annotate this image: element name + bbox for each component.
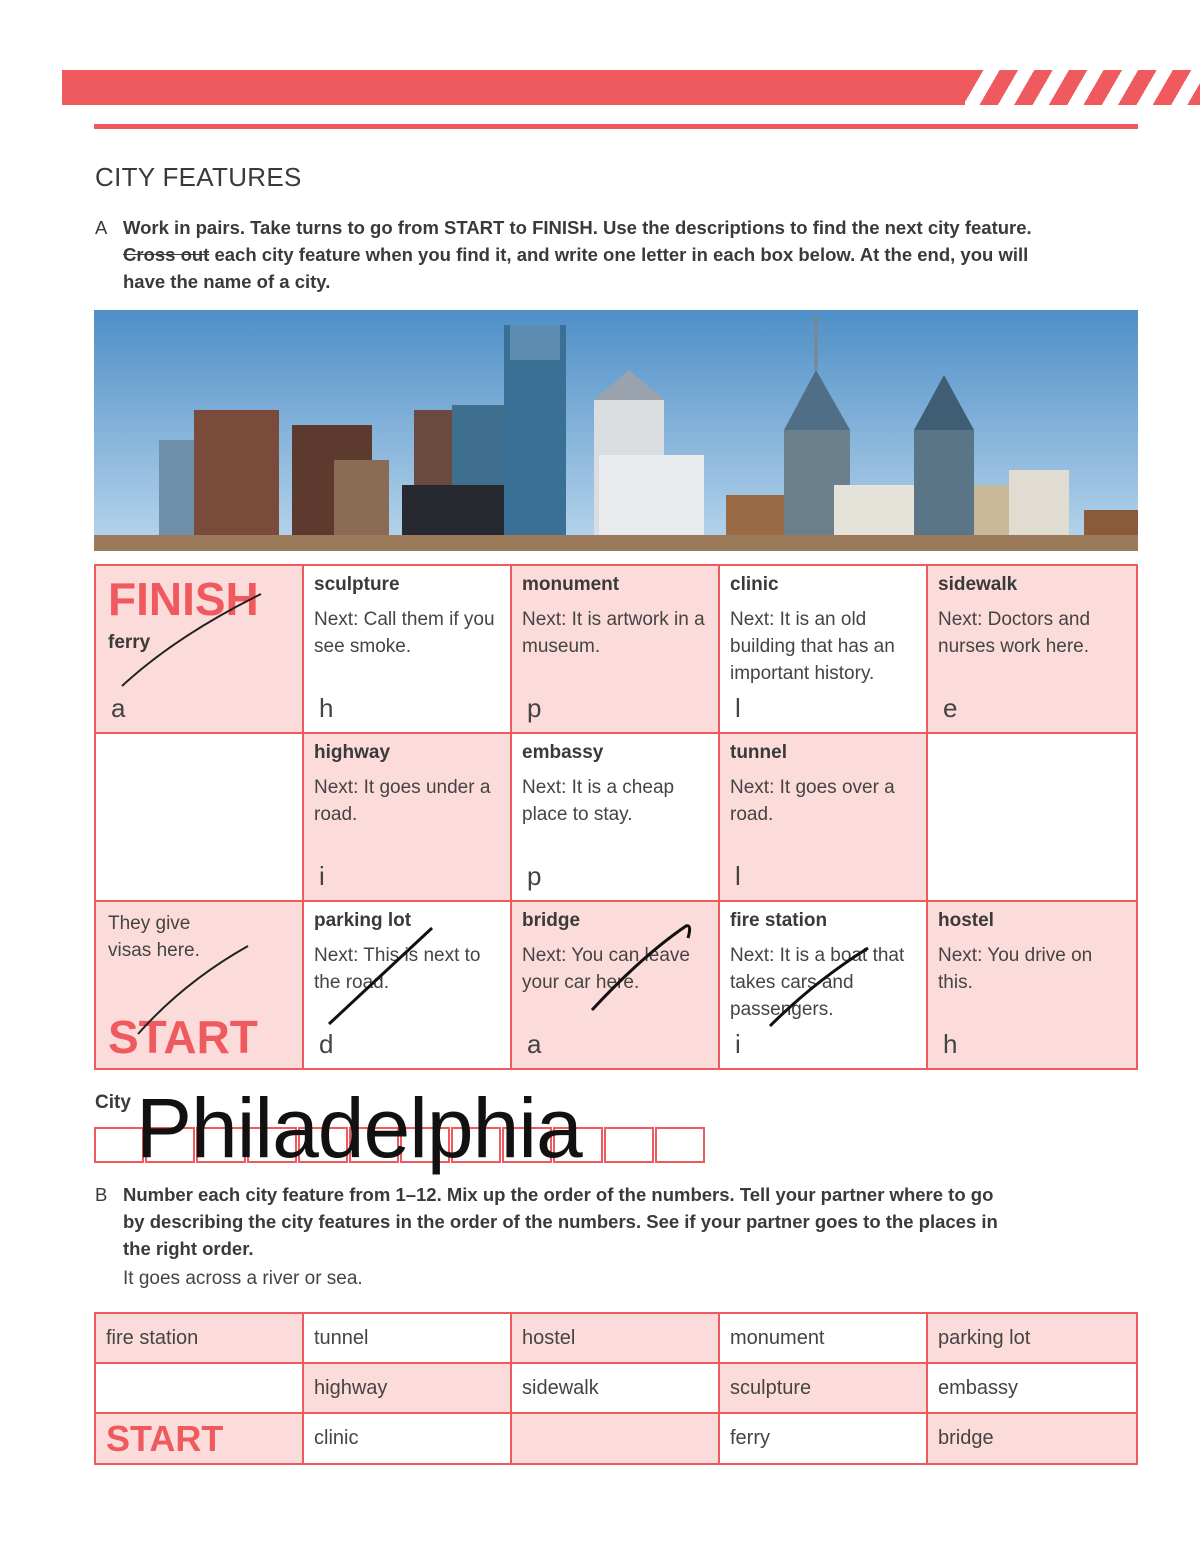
table-cell[interactable]: sculpture <box>718 1362 928 1414</box>
board-cell-embassy[interactable] <box>510 732 720 902</box>
board-cell-sidewalk[interactable] <box>926 564 1138 734</box>
cell-description: Next: Call them if you see smoke. <box>314 609 495 657</box>
cross-out-mark <box>324 922 454 1032</box>
board-cell-sculpture[interactable] <box>302 564 512 734</box>
part-b-letter: B <box>95 1184 108 1205</box>
cell-title: sidewalk <box>938 574 1018 595</box>
letter-box[interactable] <box>604 1127 654 1163</box>
part-a-line1: Work in pairs. Take turns to go from START to FINISH. Use the descriptions to find the next city feature. <box>123 217 1032 238</box>
table-cell[interactable] <box>94 1362 304 1414</box>
cell-answer: l <box>735 693 741 723</box>
header-bar <box>62 70 1200 105</box>
cell-title: clinic <box>730 574 779 595</box>
board-cell-empty[interactable] <box>926 732 1138 902</box>
finish-feature: ferry <box>108 632 151 653</box>
cell-answer: d <box>319 1029 334 1059</box>
part-b-example: It goes across a river or sea. <box>123 1268 363 1289</box>
table-cell[interactable] <box>510 1412 720 1465</box>
section-title: CITY FEATURES <box>95 162 302 192</box>
cell-answer: p <box>527 693 542 723</box>
table-cell[interactable]: hostel <box>510 1312 720 1364</box>
part-a-instructions <box>95 214 1093 295</box>
start-label: START <box>108 1011 258 1063</box>
part-a-line2-rest: each city feature when you find it, and write one letter in each box below. At the end, you will <box>209 244 1029 265</box>
table-cell[interactable]: embassy <box>926 1362 1138 1414</box>
header-stripes <box>965 70 1200 105</box>
cross-out-mark <box>116 586 266 691</box>
start-description: They give visas here. <box>108 913 200 961</box>
cross-out-mark <box>134 942 254 1042</box>
cross-out-mark <box>582 916 702 1016</box>
cell-answer: a <box>527 1029 542 1059</box>
skyline-illustration <box>94 310 1138 551</box>
table-cell[interactable]: bridge <box>926 1412 1138 1465</box>
header-rule <box>94 124 1138 129</box>
cross-out-mark <box>764 942 874 1032</box>
cell-answer: e <box>943 693 958 723</box>
table-cell[interactable]: highway <box>302 1362 512 1414</box>
cell-description: Next: Doctors and nurses work here. <box>938 609 1091 657</box>
cell-title: highway <box>314 742 391 763</box>
part-a-line3: have the name of a city. <box>123 271 331 292</box>
table-cell[interactable]: monument <box>718 1312 928 1364</box>
cell-title: hostel <box>938 910 994 931</box>
cell-answer: p <box>527 861 542 891</box>
board-cell-hostel[interactable] <box>926 900 1138 1070</box>
table-cell[interactable]: parking lot <box>926 1312 1138 1364</box>
part-a-line2 <box>123 241 1093 268</box>
cell-answer: a <box>111 693 126 723</box>
cell-description: Next: This is next to the road. <box>314 945 481 993</box>
cell-answer: i <box>735 1029 741 1059</box>
board-cell-clinic[interactable] <box>718 564 928 734</box>
table-cell[interactable]: sidewalk <box>510 1362 720 1414</box>
cell-description: Next: It is an old building that has an important history. <box>730 609 895 684</box>
part-b-line2: by describing the city features in the order of the numbers. See if your partner goes to the places in <box>123 1211 998 1232</box>
table-cell[interactable]: fire station <box>94 1312 304 1364</box>
board-cell-highway[interactable] <box>302 732 512 902</box>
part-b-line1: Number each city feature from 1–12. Mix up the order of the numbers. Tell your partner where to go <box>123 1184 994 1205</box>
cell-answer: l <box>735 861 741 891</box>
cell-answer: i <box>319 861 325 891</box>
cell-title: embassy <box>522 742 604 763</box>
board-cell-monument[interactable] <box>510 564 720 734</box>
city-answer: Philadelphia <box>136 1081 582 1175</box>
cell-description: Next: You drive on this. <box>938 945 1093 993</box>
cell-description: Next: It is a cheap place to stay. <box>522 777 675 825</box>
board-cell-bridge[interactable] <box>510 900 720 1070</box>
cell-description: Next: You can leave your car here. <box>522 945 690 993</box>
board-cell-start[interactable] <box>94 900 304 1070</box>
cell-title: monument <box>522 574 620 595</box>
cell-description: Next: It is artwork in a museum. <box>522 609 705 657</box>
city-skyline-photo <box>94 310 1138 551</box>
cell-description: Next: It is a boat that takes cars and passengers. <box>730 945 905 1020</box>
cell-description: Next: It goes over a road. <box>730 777 895 825</box>
cell-title: bridge <box>522 910 581 931</box>
cell-title: tunnel <box>730 742 787 763</box>
table-cell[interactable]: tunnel <box>302 1312 512 1364</box>
cell-title: fire station <box>730 910 828 931</box>
table-cell[interactable]: ferry <box>718 1412 928 1465</box>
board-cell-tunnel[interactable] <box>718 732 928 902</box>
cell-answer: h <box>943 1029 958 1059</box>
letter-box[interactable] <box>655 1127 705 1163</box>
cell-description: Next: It goes under a road. <box>314 777 491 825</box>
cell-answer: h <box>319 693 334 723</box>
finish-label: FINISH <box>108 573 259 625</box>
board-cell-finish[interactable] <box>94 564 304 734</box>
board-cell-fire-station[interactable] <box>718 900 928 1070</box>
part-a-letter: A <box>95 217 108 238</box>
cell-title: parking lot <box>314 910 412 931</box>
board-cell-parking-lot[interactable] <box>302 900 512 1070</box>
cell-title: sculpture <box>314 574 400 595</box>
table-cell-start[interactable]: START <box>94 1412 304 1465</box>
part-b-line3: the right order. <box>123 1238 254 1259</box>
part-a-strike: Cross out <box>123 244 210 265</box>
part-b-instructions <box>95 1181 1093 1262</box>
table-cell[interactable]: clinic <box>302 1412 512 1465</box>
city-label: City <box>95 1092 131 1113</box>
board-cell-empty[interactable] <box>94 732 304 902</box>
